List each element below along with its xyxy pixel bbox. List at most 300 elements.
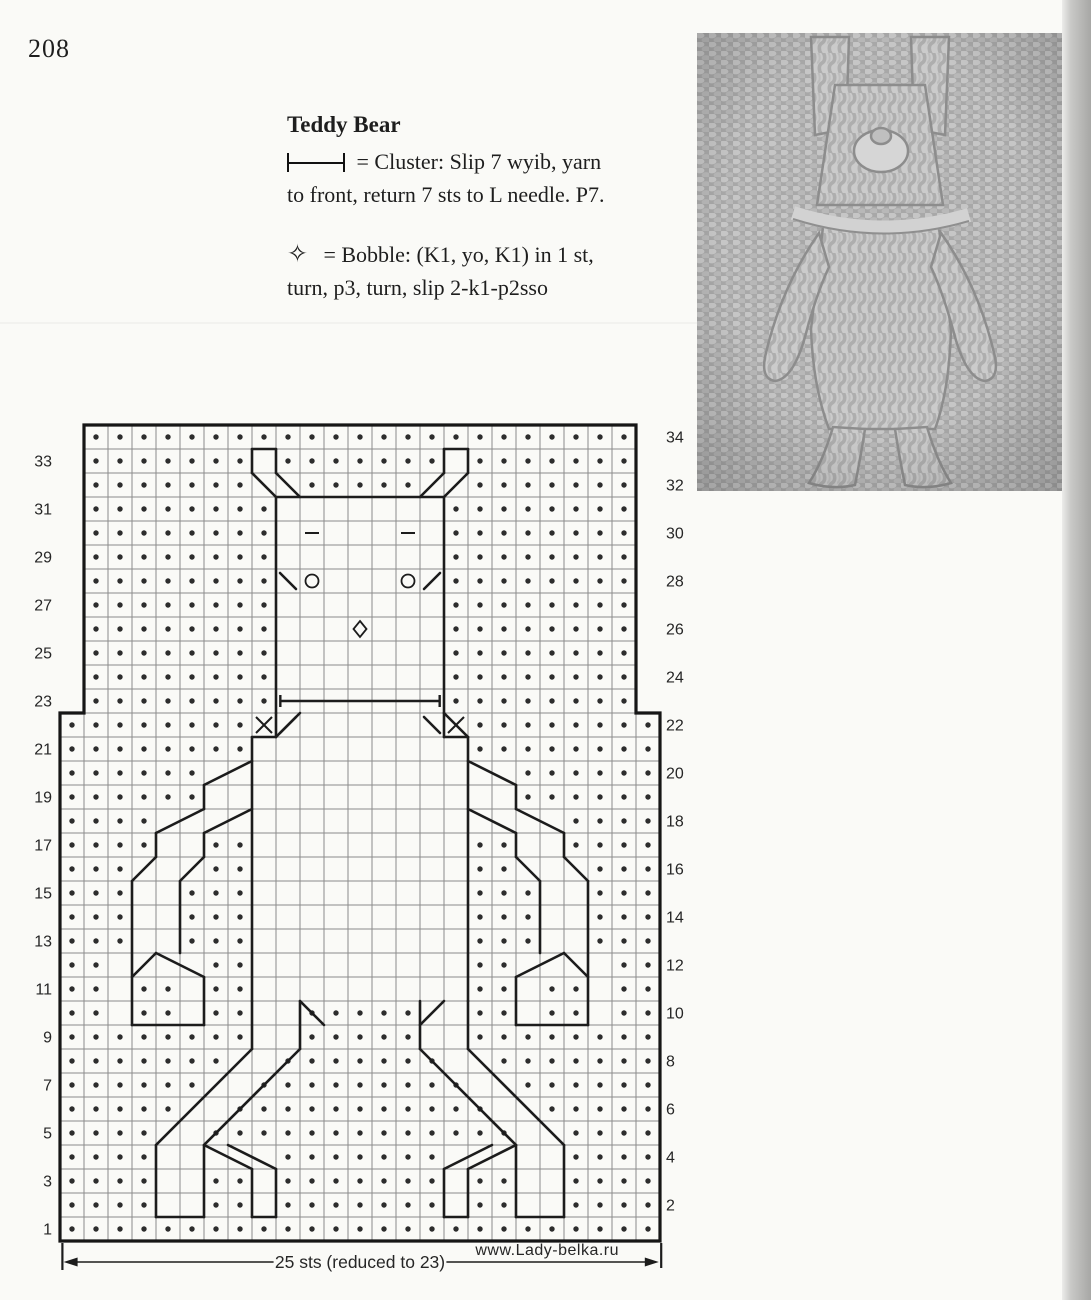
purl-dot: [117, 746, 122, 751]
purl-dot: [405, 482, 410, 487]
purl-dot: [597, 674, 602, 679]
purl-dot: [549, 506, 554, 511]
purl-dot: [141, 1226, 146, 1231]
purl-dot: [141, 458, 146, 463]
purl-dot: [645, 1202, 650, 1207]
purl-dot: [573, 1154, 578, 1159]
purl-dot: [597, 698, 602, 703]
purl-dot: [621, 578, 626, 583]
purl-dot: [573, 578, 578, 583]
purl-dot: [405, 1130, 410, 1135]
purl-dot: [357, 1106, 362, 1111]
purl-dot: [477, 1226, 482, 1231]
purl-dot: [69, 890, 74, 895]
purl-dot: [237, 530, 242, 535]
purl-dot: [621, 530, 626, 535]
purl-dot: [573, 986, 578, 991]
purl-dot: [573, 770, 578, 775]
purl-dot: [93, 1058, 98, 1063]
purl-dot: [549, 722, 554, 727]
purl-dot: [429, 1202, 434, 1207]
purl-dot: [621, 722, 626, 727]
purl-dot: [141, 746, 146, 751]
knitting-chart: [20, 419, 720, 1294]
purl-dot: [621, 482, 626, 487]
purl-dot: [261, 578, 266, 583]
purl-dot: [69, 1226, 74, 1231]
bobble-definition-text: = Bobble: (K1, yo, K1) in 1 st,: [323, 242, 594, 267]
row-number-right: 18: [666, 813, 684, 831]
purl-dot: [165, 482, 170, 487]
purl-dot: [501, 554, 506, 559]
purl-dot: [333, 1130, 338, 1135]
purl-dot: [645, 842, 650, 847]
purl-dot: [141, 818, 146, 823]
purl-dot: [285, 1106, 290, 1111]
purl-dot: [141, 1058, 146, 1063]
bear-outline-segment: [180, 857, 204, 881]
purl-dot: [213, 938, 218, 943]
purl-dot: [141, 506, 146, 511]
purl-dot: [213, 986, 218, 991]
purl-dot: [189, 1058, 194, 1063]
purl-dot: [573, 530, 578, 535]
purl-dot: [333, 458, 338, 463]
purl-dot: [93, 1034, 98, 1039]
purl-dot: [189, 794, 194, 799]
purl-dot: [237, 1034, 242, 1039]
purl-dot: [645, 722, 650, 727]
purl-dot: [285, 1154, 290, 1159]
purl-dot: [93, 554, 98, 559]
purl-dot: [117, 1058, 122, 1063]
purl-dot: [573, 506, 578, 511]
purl-dot: [597, 794, 602, 799]
purl-dot: [621, 1130, 626, 1135]
purl-dot: [285, 1130, 290, 1135]
purl-dot: [93, 482, 98, 487]
purl-dot: [93, 602, 98, 607]
watermark: www.Lady-belka.ru: [475, 1242, 620, 1259]
purl-dot: [429, 1154, 434, 1159]
purl-dot: [189, 506, 194, 511]
purl-dot: [333, 1010, 338, 1015]
purl-dot: [597, 1034, 602, 1039]
bear-outline-segment: [444, 473, 468, 497]
purl-dot: [405, 1058, 410, 1063]
purl-dot: [189, 914, 194, 919]
purl-dot: [333, 1082, 338, 1087]
purl-dot: [237, 1010, 242, 1015]
purl-dot: [645, 1106, 650, 1111]
purl-dot: [573, 794, 578, 799]
purl-dot: [141, 1010, 146, 1015]
caption-arrowhead-right: [645, 1258, 659, 1267]
purl-dot: [381, 1058, 386, 1063]
purl-dot: [189, 626, 194, 631]
purl-dot: [309, 1106, 314, 1111]
purl-dot: [477, 746, 482, 751]
purl-dot: [333, 1178, 338, 1183]
purl-dot: [237, 746, 242, 751]
row-number-left: 15: [34, 885, 52, 903]
purl-dot: [213, 530, 218, 535]
row-number-right: 6: [666, 1101, 675, 1119]
purl-dot: [357, 1226, 362, 1231]
purl-dot: [213, 482, 218, 487]
purl-dot: [357, 434, 362, 439]
purl-dot: [93, 1202, 98, 1207]
purl-dot: [621, 458, 626, 463]
purl-dot: [189, 602, 194, 607]
purl-dot: [621, 866, 626, 871]
purl-dot: [597, 1130, 602, 1135]
purl-dot: [213, 626, 218, 631]
purl-dot: [549, 1034, 554, 1039]
purl-dot: [477, 530, 482, 535]
purl-dot: [117, 578, 122, 583]
purl-dot: [237, 554, 242, 559]
purl-dot: [93, 794, 98, 799]
purl-dot: [477, 842, 482, 847]
purl-dot: [645, 1154, 650, 1159]
left-slant-symbol: [424, 717, 440, 733]
purl-dot: [141, 1178, 146, 1183]
purl-dot: [357, 1010, 362, 1015]
purl-dot: [165, 1010, 170, 1015]
purl-dot: [621, 962, 626, 967]
purl-dot: [477, 650, 482, 655]
purl-dot: [501, 938, 506, 943]
purl-dot: [621, 554, 626, 559]
cluster-definition-continued: to front, return 7 sts to L needle. P7.: [287, 182, 605, 207]
purl-dot: [357, 1130, 362, 1135]
purl-dot: [453, 1106, 458, 1111]
purl-dot: [501, 866, 506, 871]
purl-dot: [645, 746, 650, 751]
purl-dot: [213, 746, 218, 751]
row-number-right: 30: [666, 525, 684, 543]
purl-dot: [141, 842, 146, 847]
purl-dot: [573, 482, 578, 487]
purl-dot: [93, 578, 98, 583]
purl-dot: [309, 1178, 314, 1183]
purl-dot: [213, 914, 218, 919]
row-number-left: 29: [34, 549, 52, 567]
purl-dot: [117, 650, 122, 655]
purl-dot: [213, 1178, 218, 1183]
purl-dot: [525, 938, 530, 943]
purl-dot: [189, 578, 194, 583]
purl-dot: [645, 1130, 650, 1135]
purl-dot: [285, 1178, 290, 1183]
row-number-left: 23: [34, 693, 52, 711]
yarn-over-symbol: [306, 575, 319, 588]
purl-dot: [405, 1178, 410, 1183]
purl-dot: [117, 554, 122, 559]
purl-dot: [141, 434, 146, 439]
row-number-right: 20: [666, 765, 684, 783]
purl-dot: [621, 1202, 626, 1207]
purl-dot: [621, 770, 626, 775]
purl-dot: [189, 1226, 194, 1231]
purl-dot: [189, 746, 194, 751]
purl-dot: [381, 482, 386, 487]
purl-dot: [621, 626, 626, 631]
purl-dot: [477, 482, 482, 487]
purl-dot: [501, 914, 506, 919]
purl-dot: [165, 1106, 170, 1111]
purl-dot: [573, 746, 578, 751]
purl-dot: [453, 650, 458, 655]
purl-dot: [525, 458, 530, 463]
row-number-left: 9: [43, 1029, 52, 1047]
row-number-left: 1: [43, 1221, 52, 1239]
purl-dot: [477, 1202, 482, 1207]
purl-dot: [501, 626, 506, 631]
purl-dot: [261, 506, 266, 511]
purl-dot: [93, 866, 98, 871]
row-number-left: 25: [34, 645, 52, 663]
purl-dot: [333, 1226, 338, 1231]
purl-dot: [117, 458, 122, 463]
purl-dot: [621, 914, 626, 919]
purl-dot: [261, 626, 266, 631]
row-number-left: 5: [43, 1125, 52, 1143]
purl-dot: [261, 674, 266, 679]
purl-dot: [213, 842, 218, 847]
purl-dot: [621, 890, 626, 895]
bobble-symbol: [354, 621, 367, 637]
purl-dot: [117, 794, 122, 799]
purl-dot: [501, 962, 506, 967]
purl-dot: [141, 722, 146, 727]
purl-dot: [549, 626, 554, 631]
purl-dot: [93, 722, 98, 727]
purl-dot: [381, 1226, 386, 1231]
purl-dot: [189, 674, 194, 679]
purl-dot: [93, 914, 98, 919]
purl-dot: [93, 530, 98, 535]
purl-dot: [237, 962, 242, 967]
purl-dot: [405, 1106, 410, 1111]
purl-dot: [309, 434, 314, 439]
row-number-right: 24: [666, 669, 684, 687]
purl-dot: [237, 938, 242, 943]
purl-dot: [549, 1082, 554, 1087]
bear-outline-segment: [420, 473, 444, 497]
purl-dot: [213, 554, 218, 559]
purl-dot: [237, 1178, 242, 1183]
bobble-definition: [287, 237, 707, 271]
row-number-right: 34: [666, 429, 684, 447]
purl-dot: [477, 1034, 482, 1039]
purl-dot: [477, 554, 482, 559]
left-slant-symbol: [280, 573, 296, 589]
purl-dot: [237, 842, 242, 847]
purl-dot: [573, 1178, 578, 1183]
purl-dot: [237, 866, 242, 871]
purl-dot: [477, 962, 482, 967]
purl-dot: [213, 458, 218, 463]
purl-dot: [645, 1010, 650, 1015]
purl-dot: [405, 1202, 410, 1207]
purl-dot: [405, 1154, 410, 1159]
purl-dot: [261, 698, 266, 703]
purl-dot: [141, 770, 146, 775]
purl-dot: [141, 482, 146, 487]
purl-dot: [285, 1226, 290, 1231]
purl-dot: [405, 1010, 410, 1015]
purl-dot: [453, 602, 458, 607]
purl-dot: [69, 866, 74, 871]
purl-dot: [309, 482, 314, 487]
row-number-left: 11: [35, 981, 52, 999]
purl-dot: [189, 890, 194, 895]
purl-dot: [141, 1106, 146, 1111]
purl-dot: [117, 1082, 122, 1087]
bear-outline-segment: [420, 1001, 444, 1025]
purl-dot: [621, 1106, 626, 1111]
purl-dot: [453, 1226, 458, 1231]
purl-dot: [141, 530, 146, 535]
purl-dot: [165, 794, 170, 799]
purl-dot: [237, 458, 242, 463]
purl-dot: [429, 458, 434, 463]
purl-dot: [141, 986, 146, 991]
purl-dot: [645, 1034, 650, 1039]
purl-dot: [405, 458, 410, 463]
purl-dot: [141, 698, 146, 703]
row-number-right: 4: [666, 1149, 675, 1167]
row-number-right: 28: [666, 573, 684, 591]
purl-dot: [165, 674, 170, 679]
purl-dot: [189, 938, 194, 943]
purl-dot: [525, 1034, 530, 1039]
purl-dot: [237, 986, 242, 991]
purl-dot: [573, 674, 578, 679]
row-number-right: 16: [666, 861, 684, 879]
pattern-title: Teddy Bear: [287, 112, 401, 137]
purl-dot: [165, 1034, 170, 1039]
purl-dot: [621, 1034, 626, 1039]
purl-dot: [597, 650, 602, 655]
purl-dot: [573, 626, 578, 631]
purl-dot: [309, 1202, 314, 1207]
purl-dot: [117, 1226, 122, 1231]
purl-dot: [333, 1202, 338, 1207]
page-number: 208: [28, 34, 70, 63]
purl-dot: [477, 434, 482, 439]
purl-dot: [69, 1034, 74, 1039]
purl-dot: [69, 1202, 74, 1207]
row-number-left: 33: [34, 453, 52, 471]
purl-dot: [69, 962, 74, 967]
caption-arrowhead-left: [64, 1258, 78, 1267]
purl-dot: [525, 698, 530, 703]
purl-dot: [597, 1082, 602, 1087]
purl-dot: [501, 530, 506, 535]
purl-dot: [453, 674, 458, 679]
purl-dot: [285, 1202, 290, 1207]
purl-dot: [69, 818, 74, 823]
bear-outline-segment: [132, 953, 156, 977]
purl-dot: [333, 1154, 338, 1159]
purl-dot: [477, 722, 482, 727]
purl-dot: [453, 506, 458, 511]
purl-dot: [117, 770, 122, 775]
teddy-bear-photo: [697, 33, 1063, 491]
purl-dot: [573, 1034, 578, 1039]
purl-dot: [501, 1034, 506, 1039]
purl-dot: [549, 746, 554, 751]
purl-dot: [69, 770, 74, 775]
row-number-right: 12: [666, 957, 684, 975]
purl-dot: [69, 914, 74, 919]
purl-dot: [501, 1178, 506, 1183]
purl-dot: [621, 986, 626, 991]
purl-dot: [165, 1082, 170, 1087]
purl-dot: [117, 602, 122, 607]
purl-dot: [141, 674, 146, 679]
row-number-right: 2: [666, 1197, 675, 1215]
knitting-chart-svg: [20, 419, 720, 1294]
purl-dot: [477, 458, 482, 463]
purl-dot: [381, 1130, 386, 1135]
purl-dot: [621, 1058, 626, 1063]
purl-dot: [117, 890, 122, 895]
purl-dot: [501, 1202, 506, 1207]
purl-dot: [381, 1106, 386, 1111]
purl-dot: [429, 1178, 434, 1183]
purl-dot: [381, 1034, 386, 1039]
row-number-left: 3: [43, 1173, 52, 1191]
purl-dot: [213, 866, 218, 871]
purl-dot: [69, 1058, 74, 1063]
purl-dot: [213, 962, 218, 967]
row-number-right: 8: [666, 1053, 675, 1071]
stitch-count-caption: 25 sts (reduced to 23): [274, 1252, 446, 1272]
purl-dot: [597, 482, 602, 487]
purl-dot: [453, 1130, 458, 1135]
purl-dot: [573, 554, 578, 559]
purl-dot: [525, 746, 530, 751]
purl-dot: [237, 578, 242, 583]
purl-dot: [597, 722, 602, 727]
purl-dot: [333, 434, 338, 439]
purl-dot: [381, 1082, 386, 1087]
purl-dot: [597, 602, 602, 607]
purl-dot: [141, 602, 146, 607]
purl-dot: [93, 650, 98, 655]
purl-dot: [405, 1034, 410, 1039]
purl-dot: [501, 722, 506, 727]
purl-dot: [213, 650, 218, 655]
purl-dot: [117, 530, 122, 535]
row-number-right: 10: [666, 1005, 684, 1023]
purl-dot: [261, 530, 266, 535]
purl-dot: [573, 722, 578, 727]
purl-dot: [357, 482, 362, 487]
purl-dot: [189, 1034, 194, 1039]
purl-dot: [261, 554, 266, 559]
purl-dot: [213, 1202, 218, 1207]
purl-dot: [525, 554, 530, 559]
purl-dot: [429, 1082, 434, 1087]
purl-dot: [381, 458, 386, 463]
purl-dot: [453, 698, 458, 703]
purl-dot: [141, 554, 146, 559]
